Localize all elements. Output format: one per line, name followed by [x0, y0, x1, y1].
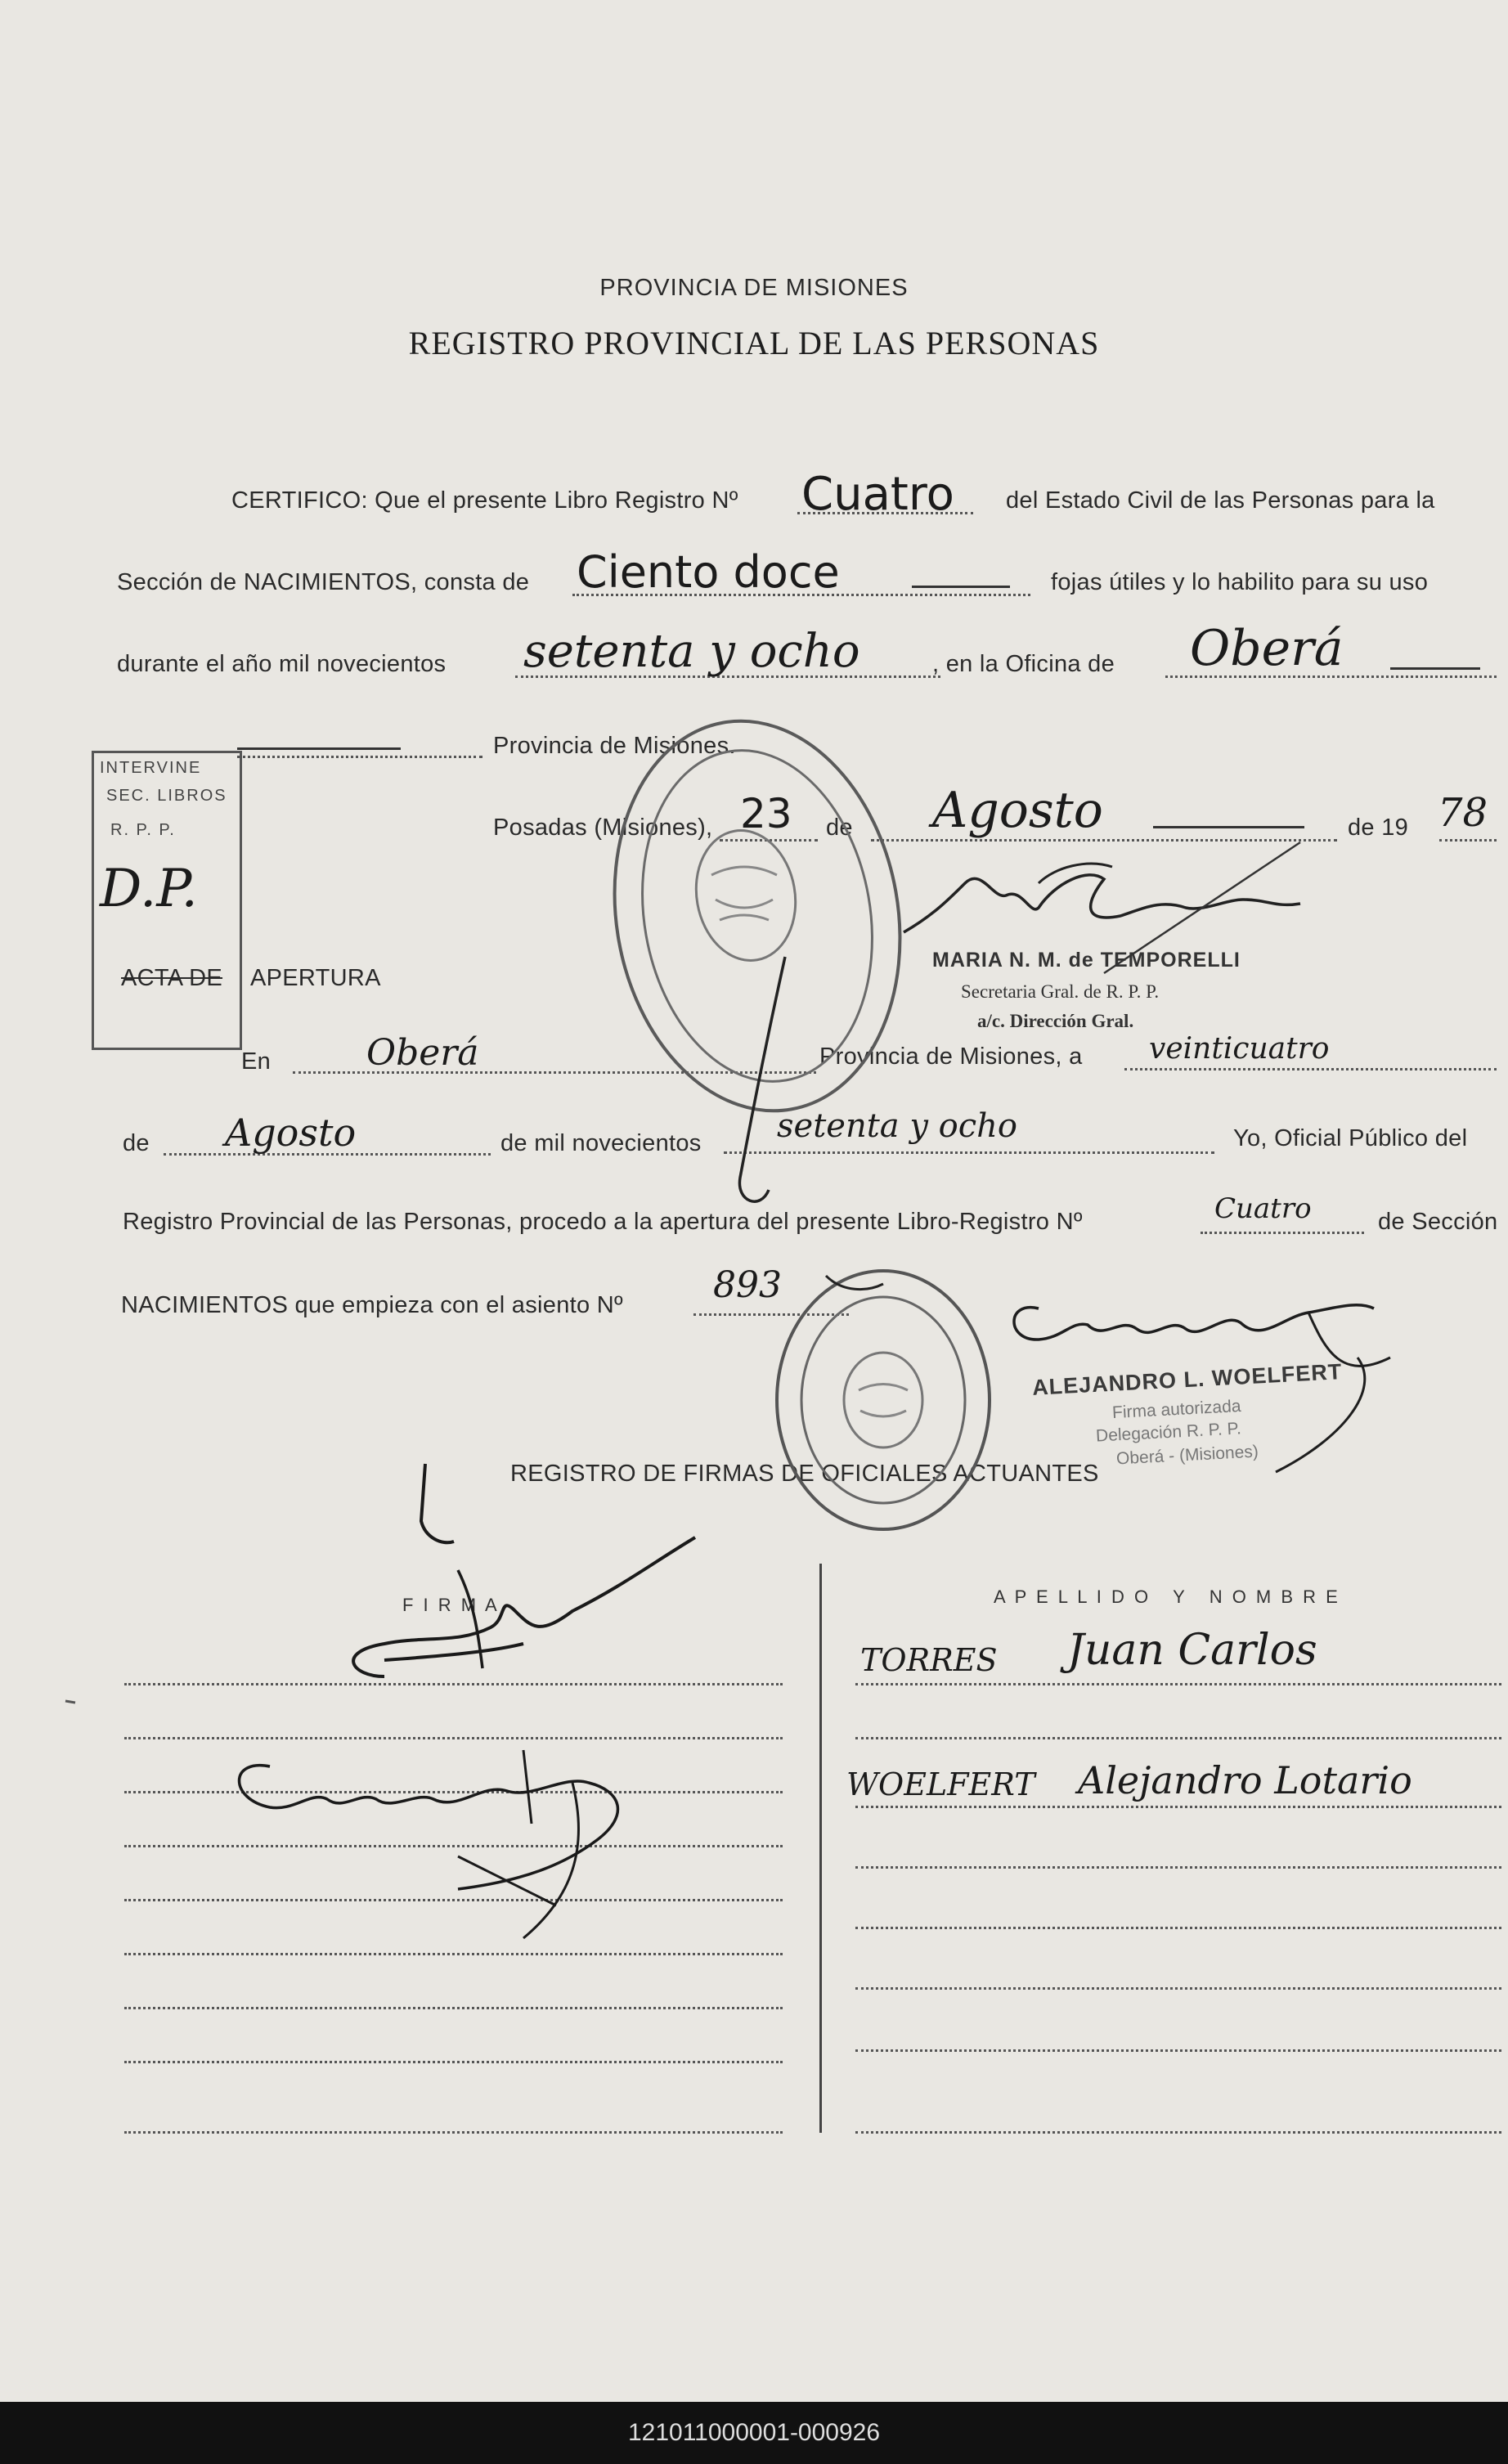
posadas-label: Posadas (Misiones),	[493, 815, 713, 841]
temporelli-signature	[904, 875, 1300, 932]
acta-line4-pre: NACIMIENTOS que empieza con el asiento Nº	[121, 1292, 623, 1318]
temporelli-subtitle: a/c. Dirección Gral.	[977, 1011, 1134, 1031]
cert-line3-pre: durante el año mil novecientos	[117, 651, 447, 677]
acta-asiento-handwritten: 893	[713, 1264, 782, 1306]
firma-torres	[353, 1464, 695, 1676]
cert-line1-post: del Estado Civil de las Personas para la	[1006, 487, 1435, 514]
acta-line3-pre: Registro Provincial de las Personas, procedo a la apertura del presente Libro-Registro Nº	[123, 1209, 1083, 1235]
anio-handwritten: setenta y ocho	[523, 625, 860, 678]
fojas-handwritten: Ciento doce	[577, 546, 840, 598]
woelfert-title: Firma autorizada	[1111, 1396, 1242, 1423]
acta-mes-handwritten: Agosto	[225, 1111, 357, 1155]
acta-title-rest: APERTURA	[250, 965, 381, 991]
acta-de: de	[123, 1130, 150, 1156]
firma-woelfert	[240, 1766, 618, 1889]
oval-stamp	[585, 698, 930, 1133]
acta-libro-handwritten: Cuatro	[1214, 1192, 1312, 1225]
cert-line4-post: Provincia de Misiones.	[493, 733, 736, 759]
name-row-2-apellido: WOELFERT	[846, 1766, 1035, 1802]
temporelli-name: MARIA N. M. de TEMPORELLI	[932, 949, 1241, 972]
stamp-line2: SEC. LIBROS	[106, 787, 227, 805]
libro-numero-handwritten: Cuatro	[801, 468, 954, 521]
acta-lugar-handwritten: Oberá	[366, 1032, 479, 1074]
year-handwritten: 78	[1438, 790, 1488, 836]
acta-provincia-pre: Provincia de Misiones, a	[819, 1043, 1083, 1070]
name-row-1-nombre: Juan Carlos	[1067, 1626, 1317, 1675]
oficina-handwritten: Oberá	[1190, 620, 1344, 677]
registry-heading: REGISTRO PROVINCIAL DE LAS PERSONAS	[408, 325, 1100, 361]
acta-en: En	[241, 1048, 272, 1075]
acta-dia-handwritten: veinticuatro	[1149, 1032, 1330, 1066]
de-label: de	[826, 815, 853, 841]
acta-title-struck: ACTA DE	[121, 965, 223, 991]
woelfert-sub1: Delegación R. P. P.	[1095, 1419, 1242, 1446]
de-year-label: de 19	[1348, 815, 1409, 841]
cert-line2-pre: Sección de NACIMIENTOS, consta de	[117, 569, 530, 595]
stamp-line3: R. P. P.	[110, 821, 176, 839]
woelfert-name: ALEJANDRO L. WOELFERT	[1031, 1359, 1343, 1400]
name-row-2-nombre: Alejandro Lotario	[1078, 1758, 1412, 1802]
acta-mil-novecientos: de mil novecientos	[500, 1130, 702, 1156]
footer-code: 121011000001-000926	[0, 2402, 1508, 2464]
mes-handwritten: Agosto	[932, 782, 1103, 839]
cert-line2-post: fojas útiles y lo habilito para su uso	[1051, 569, 1429, 595]
col-nombre-header: A P E L L I D O Y N O M B R E	[994, 1587, 1340, 1607]
stamp-line1: INTERVINE	[100, 759, 202, 777]
round-stamp	[777, 1271, 990, 1529]
col-firma-header: F I R M A	[402, 1595, 500, 1615]
stamp-initials: D.P.	[100, 859, 198, 919]
dia-handwritten: 23	[740, 790, 792, 837]
firmas-title: REGISTRO DE FIRMAS DE OFICIALES ACTUANTES	[510, 1461, 1099, 1487]
name-row-1-apellido: TORRES	[860, 1642, 998, 1678]
acta-anio-handwritten: setenta y ocho	[777, 1107, 1017, 1145]
temporelli-title: Secretaria Gral. de R. P. P.	[961, 981, 1160, 1002]
cert-line3-mid: , en la Oficina de	[932, 651, 1115, 677]
cert-line1-pre: CERTIFICO: Que el presente Libro Registro Nº	[231, 487, 738, 514]
woelfert-sub2: Oberá - (Misiones)	[1115, 1442, 1259, 1469]
acta-line3-post: de Sección	[1378, 1209, 1498, 1235]
acta-yo: Yo, Oficial Público del	[1233, 1125, 1468, 1151]
province-heading: PROVINCIA DE MISIONES	[599, 275, 909, 301]
